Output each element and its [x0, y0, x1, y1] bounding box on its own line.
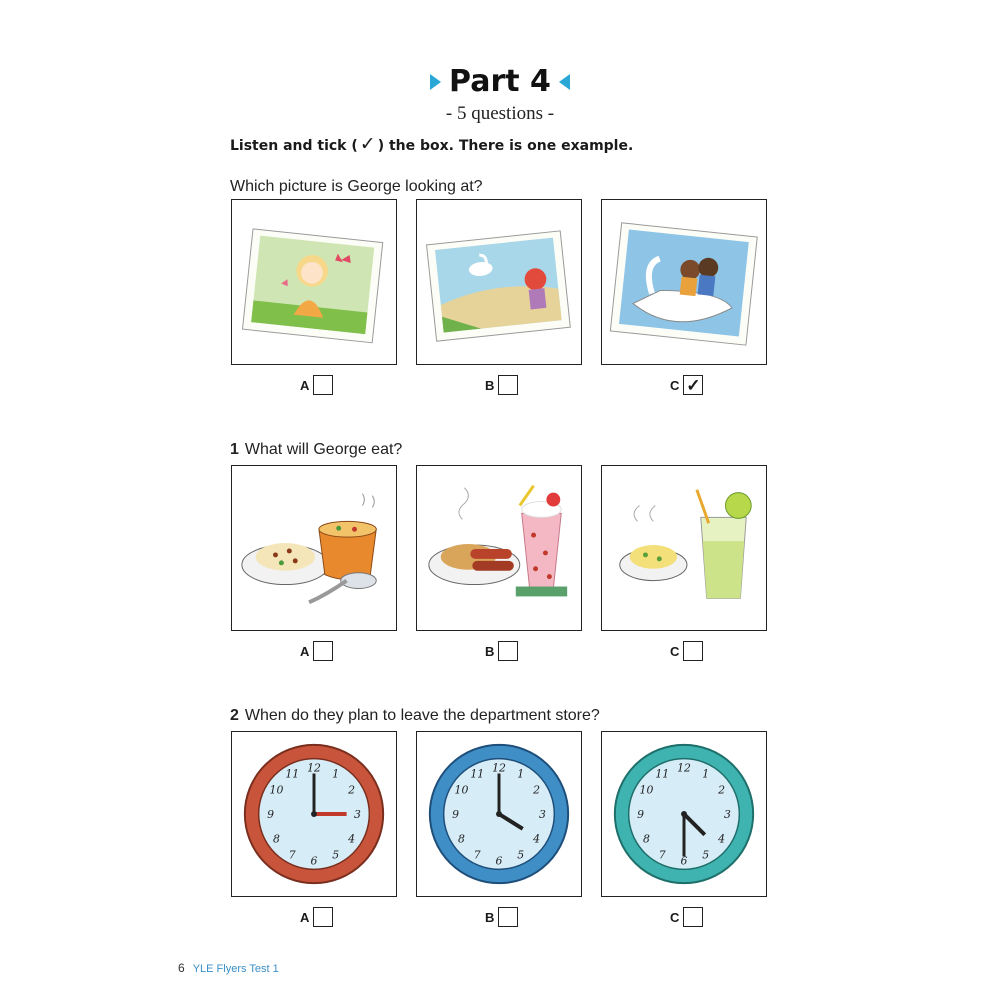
- svg-text:12: 12: [492, 761, 506, 775]
- clock-red-three-oclock-image: [232, 732, 396, 896]
- question-text: When do they plan to leave the department store?: [244, 707, 600, 724]
- clock-blue-four-oclock-image: [417, 732, 581, 896]
- tick-box[interactable]: [313, 641, 333, 661]
- option-letter: A: [300, 909, 310, 925]
- tick-box[interactable]: [498, 375, 518, 395]
- svg-text:3: 3: [724, 807, 731, 821]
- spaghetti-sausage-milkshake-image: [417, 466, 581, 630]
- photo-girl-butterflies-image: [232, 200, 396, 364]
- footer-label: YLE Flyers Test 1: [192, 963, 279, 975]
- option-a[interactable]: [300, 907, 333, 927]
- fried-rice-lemonade-image: [602, 466, 766, 630]
- instructions-before: Listen and tick (: [230, 138, 358, 154]
- question-2: [230, 707, 600, 725]
- svg-text:11: 11: [470, 767, 485, 781]
- svg-text:6: 6: [680, 854, 688, 868]
- option-letter: A: [300, 643, 310, 659]
- tick-symbol: ✓: [359, 133, 376, 155]
- svg-text:3: 3: [539, 807, 546, 821]
- instructions-after: ) the box. There is one example.: [377, 138, 634, 154]
- option-letter: C: [670, 643, 680, 659]
- tick-box[interactable]: [683, 641, 703, 661]
- svg-text:8: 8: [642, 832, 650, 846]
- option-picture-b[interactable]: [416, 199, 582, 365]
- arrow-left-icon: [559, 74, 570, 90]
- svg-text:5: 5: [332, 848, 340, 862]
- svg-text:3: 3: [354, 807, 361, 821]
- tick-box[interactable]: [313, 375, 333, 395]
- page-title: [430, 64, 570, 99]
- option-b[interactable]: [485, 907, 518, 927]
- tick-box[interactable]: [683, 907, 703, 927]
- svg-text:5: 5: [517, 848, 525, 862]
- svg-text:12: 12: [677, 761, 691, 775]
- svg-text:1: 1: [702, 767, 710, 781]
- option-c[interactable]: [670, 907, 703, 927]
- question-number: 2: [230, 707, 239, 724]
- arrow-right-icon: [430, 74, 441, 90]
- tick-box[interactable]: [498, 907, 518, 927]
- svg-text:1: 1: [517, 767, 525, 781]
- page-number: 6: [178, 961, 185, 975]
- svg-text:9: 9: [637, 807, 644, 821]
- fried-rice-soup-image: [232, 466, 396, 630]
- photo-swan-boat-image: [602, 200, 766, 364]
- svg-text:6: 6: [310, 854, 318, 868]
- svg-text:8: 8: [272, 832, 280, 846]
- option-picture-a[interactable]: [231, 731, 397, 897]
- question-text: Which picture is George looking at?: [230, 178, 483, 195]
- option-picture-c[interactable]: [601, 199, 767, 365]
- photo-girl-lake-swan-image: [417, 200, 581, 364]
- option-letter: B: [485, 377, 495, 393]
- tick-box[interactable]: [498, 641, 518, 661]
- option-c[interactable]: [670, 641, 703, 661]
- svg-text:10: 10: [639, 783, 654, 797]
- svg-text:4: 4: [533, 832, 541, 846]
- question-example: [230, 178, 483, 196]
- svg-text:7: 7: [288, 848, 296, 862]
- svg-text:10: 10: [454, 783, 469, 797]
- page-footer: [178, 961, 279, 975]
- svg-text:1: 1: [332, 767, 340, 781]
- option-b[interactable]: [485, 375, 518, 395]
- option-a[interactable]: [300, 375, 333, 395]
- svg-text:12: 12: [307, 761, 321, 775]
- option-letter: B: [485, 643, 495, 659]
- svg-text:2: 2: [348, 783, 356, 797]
- option-picture-b[interactable]: [416, 465, 582, 631]
- tick-box[interactable]: [313, 907, 333, 927]
- question-1: [230, 441, 402, 459]
- clock-teal-half-past-four-image: [602, 732, 766, 896]
- option-picture-a[interactable]: [231, 465, 397, 631]
- svg-text:7: 7: [473, 848, 481, 862]
- svg-text:7: 7: [658, 848, 666, 862]
- svg-text:5: 5: [702, 848, 710, 862]
- option-picture-b[interactable]: [416, 731, 582, 897]
- option-letter: A: [300, 377, 310, 393]
- option-letter: C: [670, 909, 680, 925]
- svg-text:6: 6: [495, 854, 503, 868]
- option-b[interactable]: [485, 641, 518, 661]
- option-a[interactable]: [300, 641, 333, 661]
- title-block: [0, 64, 1000, 99]
- svg-text:4: 4: [348, 832, 356, 846]
- svg-text:8: 8: [457, 832, 465, 846]
- option-picture-c[interactable]: [601, 731, 767, 897]
- option-c[interactable]: [670, 375, 703, 395]
- svg-text:9: 9: [267, 807, 274, 821]
- option-picture-a[interactable]: [231, 199, 397, 365]
- tick-box[interactable]: ✓: [683, 375, 703, 395]
- svg-text:2: 2: [718, 783, 726, 797]
- option-letter: C: [670, 377, 680, 393]
- question-text: What will George eat?: [244, 441, 403, 458]
- svg-text:9: 9: [452, 807, 459, 821]
- option-picture-c[interactable]: [601, 465, 767, 631]
- svg-text:11: 11: [655, 767, 670, 781]
- question-number: 1: [230, 441, 239, 458]
- svg-text:2: 2: [533, 783, 541, 797]
- svg-text:11: 11: [285, 767, 300, 781]
- page-subtitle: - 5 questions -: [445, 103, 555, 124]
- page-title-text: Part 4: [449, 64, 551, 99]
- option-letter: B: [485, 909, 495, 925]
- svg-text:4: 4: [718, 832, 726, 846]
- svg-text:10: 10: [269, 783, 284, 797]
- instructions: [230, 133, 633, 155]
